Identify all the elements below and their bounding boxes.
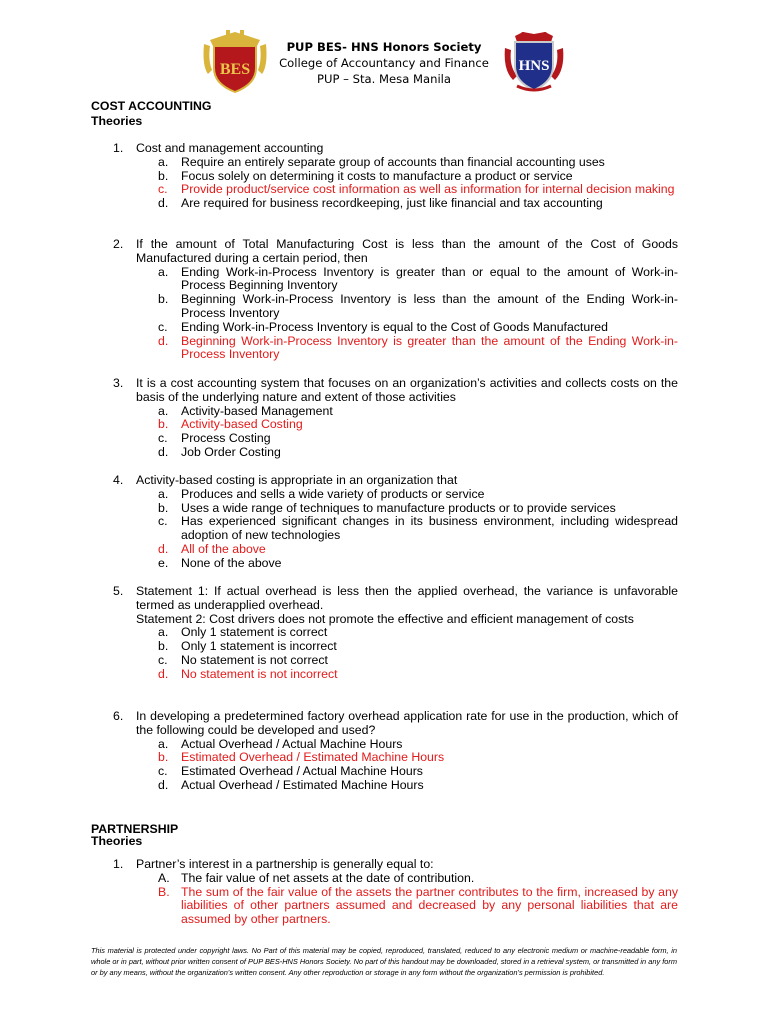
section-title-partnership: PARTNERSHIP: [91, 822, 179, 836]
answer-option: c. Estimated Overhead / Actual Machine Hours: [158, 764, 423, 779]
hns-logo-icon: [501, 30, 567, 94]
college-name: College of Accountancy and Finance: [279, 56, 489, 70]
question-number: 1.: [113, 857, 124, 871]
campus-name: PUP – Sta. Mesa Manila: [317, 72, 451, 86]
question-stem: Cost and management accounting: [136, 141, 324, 155]
answer-option: d. Actual Overhead / Estimated Machine Hours: [158, 777, 424, 792]
question-number: 6.: [113, 709, 124, 723]
section-subtitle: Theories: [91, 114, 143, 128]
header-text-block: [262, 39, 506, 87]
question-stem: It is a cost accounting system that focuses on an organization’s activities and collects costs on the basis of the underlying nature and extent of those activities: [136, 376, 678, 404]
page-header: [0, 30, 768, 100]
correct-answer-option: d. All of the above: [158, 541, 266, 556]
section-title-cost-accounting: COST ACCOUNTING: [91, 99, 212, 113]
correct-answer-option: B. The sum of the fair value of the assets the partner contributes to the firm, increased by any liabilities of other partners assumed and decreased by any personal liabilities that are assumed by other partners.: [158, 884, 678, 927]
question-stem: Statement 1: If actual overhead is less then the applied overhead, the variance is unfavorable termed as underapplied overhead.: [136, 584, 678, 612]
org-name: PUP BES- HNS Honors Society: [286, 40, 482, 54]
question-item: [113, 142, 678, 211]
question-stem: In developing a predetermined factory overhead application rate for use in the production, which of the following could be developed and used?: [136, 709, 678, 737]
question-stem: Partner’s interest in a partnership is generally equal to:: [136, 857, 434, 871]
correct-answer-option: b. Estimated Overhead / Estimated Machine Hours: [158, 750, 445, 765]
question-stem-statement-2: Statement 2: Cost drivers does not promote the effective and efficient management of costs: [136, 611, 634, 626]
bes-logo-icon: [202, 30, 268, 94]
question-item: [113, 585, 678, 682]
question-item: [113, 474, 678, 571]
answer-option: b. Only 1 statement is incorrect: [158, 639, 337, 654]
answer-option: a. Require an entirely separate group of accounts than financial accounting uses: [158, 154, 605, 169]
question-number: 2.: [113, 237, 124, 251]
answer-option: d. Are required for business recordkeeping, just like financial and tax accounting: [158, 196, 603, 211]
question-item: [113, 710, 678, 793]
correct-answer-option: b. Activity-based Costing: [158, 417, 303, 432]
answer-option: b. Focus solely on determining it costs to manufacture a product or service: [158, 168, 573, 183]
answer-option: a. Ending Work-in-Process Inventory is greater than or equal to the amount of Work-in-Process Beginning Inventory: [158, 264, 678, 293]
question-number: 5.: [113, 584, 124, 598]
answer-option: c. Process Costing: [158, 431, 271, 446]
correct-answer-option: c. Provide product/service cost information as well as information for internal decision making: [158, 182, 675, 197]
question-number: 4.: [113, 473, 124, 487]
answer-option: c. No statement is not correct: [158, 652, 328, 667]
correct-answer-option: d. Beginning Work-in-Process Inventory is greater than the amount of the Ending Work-in-Process Inventory: [158, 333, 678, 362]
answer-option: a. Only 1 statement is correct: [158, 625, 328, 640]
answer-option: a. Produces and sells a wide variety of products or service: [158, 486, 485, 501]
question-item: [113, 377, 678, 460]
question-stem: Activity-based costing is appropriate in an organization that: [136, 473, 458, 487]
question-stem: If the amount of Total Manufacturing Cost is less than the amount of the Cost of Goods Manufactured during a certain period, then: [136, 237, 678, 265]
answer-option: a. Actual Overhead / Actual Machine Hours: [158, 736, 403, 751]
answer-option: e. None of the above: [158, 555, 282, 570]
section-subtitle: Theories: [91, 834, 143, 848]
answer-option: b. Uses a wide range of techniques to manufacture products or to provide services: [158, 500, 616, 515]
answer-option: c. Has experienced significant changes in its business environment, including widespread adoption of new technologies: [158, 514, 678, 543]
hns-logo-text: HNS: [518, 58, 550, 74]
answer-option: d. Job Order Costing: [158, 444, 281, 459]
question-item: [113, 238, 678, 362]
question-item: [113, 858, 678, 927]
bes-logo-text: BES: [219, 61, 251, 78]
correct-answer-option: d. No statement is not incorrect: [158, 666, 338, 681]
answer-option: c. Ending Work-in-Process Inventory is equal to the Cost of Goods Manufactured: [158, 319, 608, 334]
answer-option: b. Beginning Work-in-Process Inventory is less than the amount of the Ending Work-in-Process Inventory: [158, 292, 678, 320]
answer-option: a. Activity-based Management: [158, 403, 333, 418]
question-number: 3.: [113, 376, 124, 390]
answer-option: A. The fair value of net assets at the date of contribution.: [158, 870, 475, 885]
question-number: 1.: [113, 141, 124, 155]
copyright-footer: This material is protected under copyright laws. No Part of this material may be copied, reproduced, translated, reduced to any electronic medium or machine-readable form, in whole or in part, without prior written consent of PUP BES-HNS Honors Society. No part of this handout may be downloaded, stored in a retrieval system, or transmitted in any form or by any means, without the organization’s written consent. Any other reproduction or storage in any form without the organization’s permission is prohibited.: [91, 946, 677, 977]
